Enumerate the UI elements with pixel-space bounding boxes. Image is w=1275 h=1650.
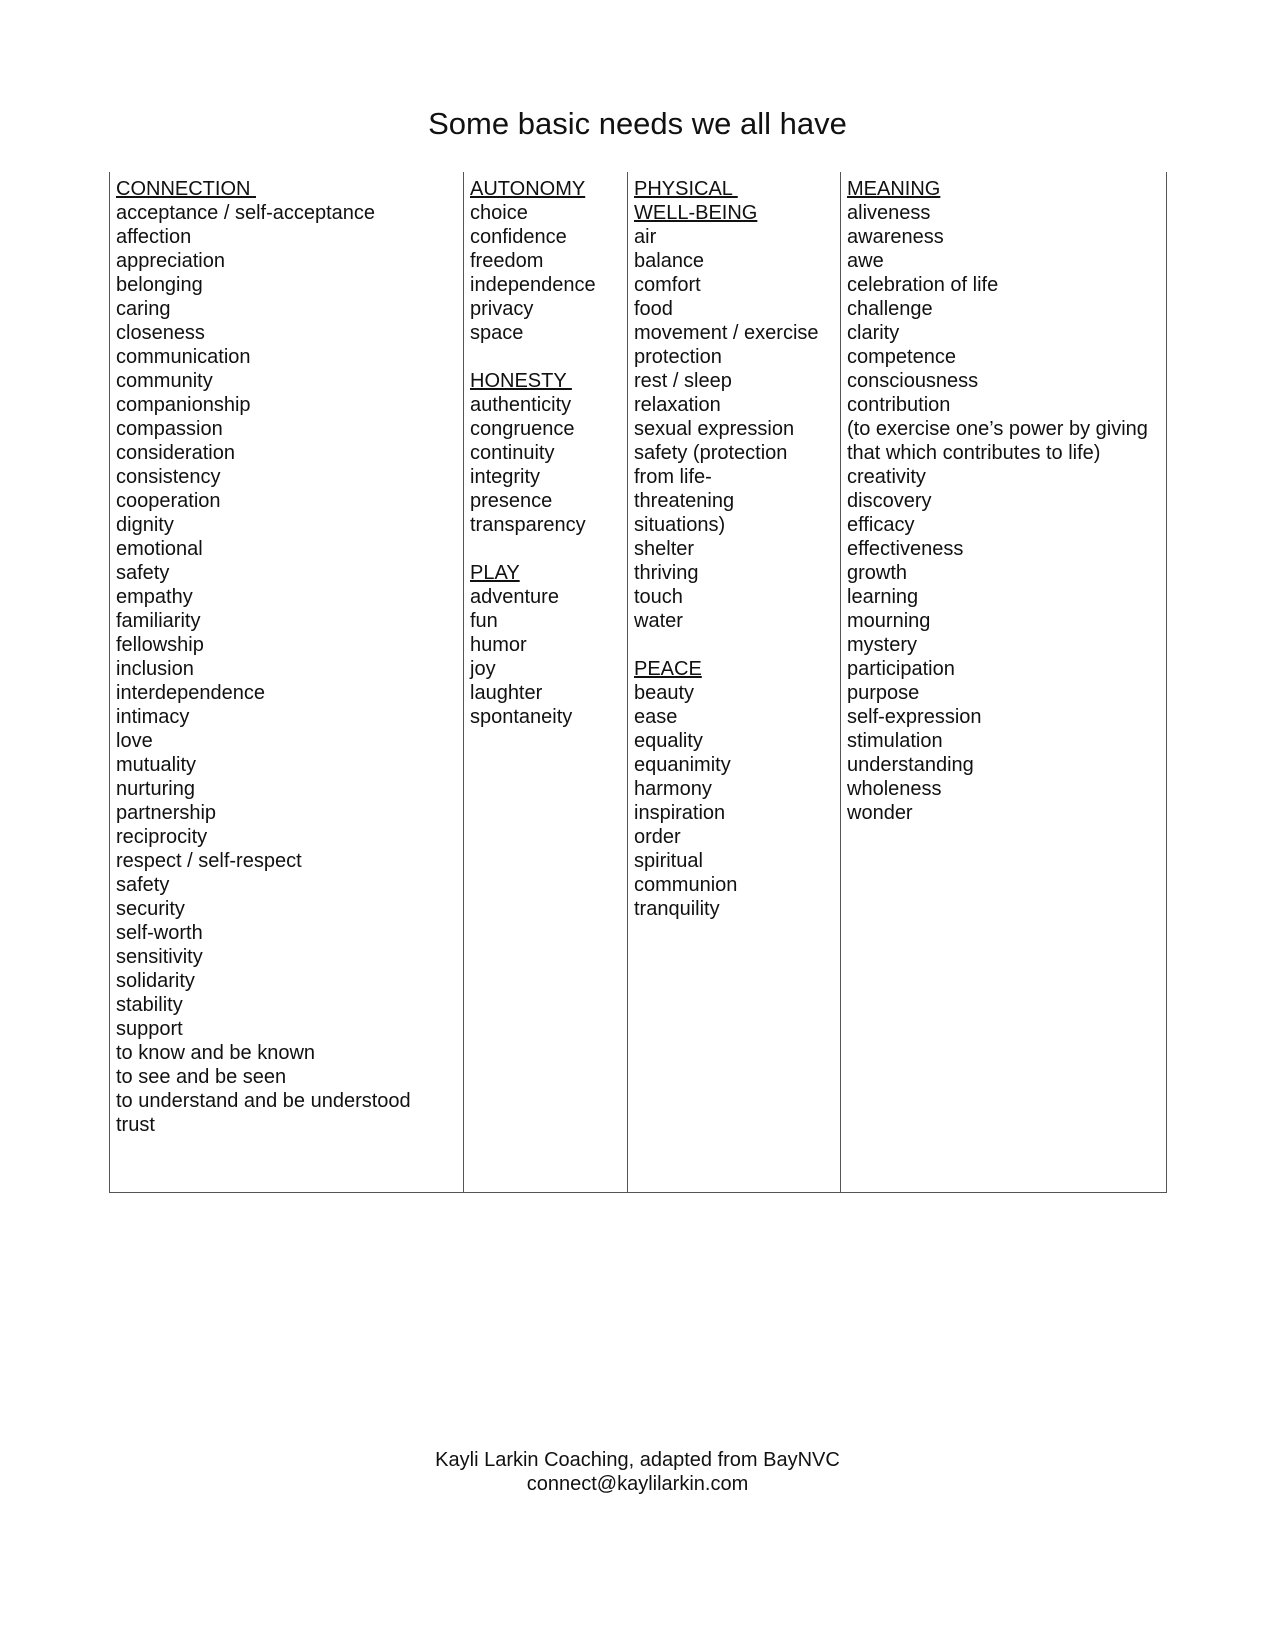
need-item: affection [116,226,192,248]
need-item: consideration [116,442,235,464]
need-item: spontaneity [470,706,573,728]
need-item: continuity [470,442,555,464]
need-item: to understand and be understood [116,1090,411,1112]
needs-column [109,172,463,1192]
need-item: inspiration [634,802,726,824]
need-item: fellowship [116,634,204,656]
need-item: (to exercise one’s power by giving [847,418,1148,440]
need-item: challenge [847,298,933,320]
need-item: inclusion [116,658,194,680]
need-item: threatening [634,490,735,512]
need-item: joy [470,658,496,680]
need-category [470,177,627,345]
need-item: thriving [634,562,699,584]
need-item: creativity [847,466,926,488]
need-item: self-expression [847,706,982,728]
need-item: authenticity [470,394,572,416]
category-heading: PEACE [634,658,702,680]
need-item: companionship [116,394,251,416]
need-item: equality [634,730,703,752]
needs-table [109,172,1167,1193]
needs-column [463,172,627,1192]
need-category [470,369,627,537]
need-item: movement / exercise [634,322,819,344]
need-item: competence [847,346,956,368]
need-item: appreciation [116,250,225,272]
need-item: safety [116,874,170,896]
need-category [634,177,840,633]
need-item: purpose [847,682,920,704]
footer-credit: Kayli Larkin Coaching, adapted from BayNVC [435,1449,840,1471]
need-item: nurturing [116,778,195,800]
need-item: support [116,1018,183,1040]
page-title: Some basic needs we all have [428,106,847,141]
need-item: water [634,610,683,632]
need-item: efficacy [847,514,915,536]
footer [0,1448,1275,1496]
need-item: safety (protection [634,442,788,464]
need-item: acceptance / self-acceptance [116,202,376,224]
need-item: freedom [470,250,544,272]
need-item: empathy [116,586,193,608]
need-item: communion [634,874,738,896]
category-heading: CONNECTION [116,178,256,200]
need-item: celebration of life [847,274,999,296]
need-item: reciprocity [116,826,208,848]
need-item: equanimity [634,754,731,776]
need-category [116,177,463,1137]
need-item: choice [470,202,528,224]
need-item: to know and be known [116,1042,316,1064]
need-item: stability [116,994,183,1016]
need-item: transparency [470,514,586,536]
need-item: wonder [847,802,913,824]
need-item: discovery [847,490,932,512]
need-item: situations) [634,514,726,536]
need-item: compassion [116,418,223,440]
need-item: effectiveness [847,538,964,560]
footer-email: connect@kaylilarkin.com [526,1473,749,1495]
need-item: laughter [470,682,543,704]
need-item: mutuality [116,754,197,776]
need-item: aliveness [847,202,931,224]
need-item: independence [470,274,596,296]
needs-column [840,172,1167,1192]
category-heading: HONESTY [470,370,572,392]
need-item: sensitivity [116,946,203,968]
need-item: communication [116,346,251,368]
need-item: protection [634,346,722,368]
need-item: to see and be seen [116,1066,287,1088]
category-heading: AUTONOMY [470,178,586,200]
need-item: community [116,370,213,392]
need-item: wholeness [847,778,942,800]
need-item: respect / self-respect [116,850,302,872]
need-item: security [116,898,185,920]
need-category [847,177,1166,825]
need-item: consciousness [847,370,979,392]
need-category [634,657,840,921]
need-item: harmony [634,778,712,800]
need-item: congruence [470,418,575,440]
need-item: belonging [116,274,203,296]
need-item: interdependence [116,682,266,704]
need-item: order [634,826,681,848]
need-item: consistency [116,466,221,488]
need-item: adventure [470,586,559,608]
need-item: tranquility [634,898,720,920]
category-heading: MEANING [847,178,941,200]
need-item: humor [470,634,527,656]
need-item: comfort [634,274,701,296]
need-item: clarity [847,322,900,344]
need-item: caring [116,298,171,320]
need-item: awareness [847,226,944,248]
need-item: stimulation [847,730,943,752]
need-item: spiritual [634,850,703,872]
need-item: space [470,322,524,344]
need-item: confidence [470,226,567,248]
need-item: awe [847,250,884,272]
need-item: growth [847,562,908,584]
need-item: familiarity [116,610,201,632]
need-item: love [116,730,153,752]
need-item: mystery [847,634,917,656]
need-item: air [634,226,657,248]
need-item: solidarity [116,970,195,992]
need-item: balance [634,250,705,272]
needs-column [627,172,840,1192]
need-category [470,561,627,729]
need-item: closeness [116,322,205,344]
need-item: participation [847,658,955,680]
need-item: self-worth [116,922,203,944]
need-item: mourning [847,610,931,632]
need-item: rest / sleep [634,370,732,392]
need-item: food [634,298,673,320]
need-item: from life- [634,466,712,488]
category-heading: PLAY [470,562,520,584]
need-item: contribution [847,394,951,416]
need-item: partnership [116,802,217,824]
need-item: privacy [470,298,534,320]
need-item: presence [470,490,553,512]
need-item: touch [634,586,683,608]
need-item: beauty [634,682,695,704]
need-item: learning [847,586,919,608]
need-item: cooperation [116,490,221,512]
need-item: shelter [634,538,695,560]
category-heading: PHYSICAL WELL-BEING [634,178,758,224]
need-item: integrity [470,466,541,488]
need-item: sexual expression [634,418,795,440]
need-item: dignity [116,514,174,536]
need-item: relaxation [634,394,721,416]
need-item: emotional [116,538,203,560]
need-item: understanding [847,754,974,776]
need-item: that which contributes to life) [847,442,1101,464]
need-item: fun [470,610,498,632]
need-item: ease [634,706,678,728]
need-item: safety [116,562,170,584]
need-item: intimacy [116,706,190,728]
need-item: trust [116,1114,155,1136]
